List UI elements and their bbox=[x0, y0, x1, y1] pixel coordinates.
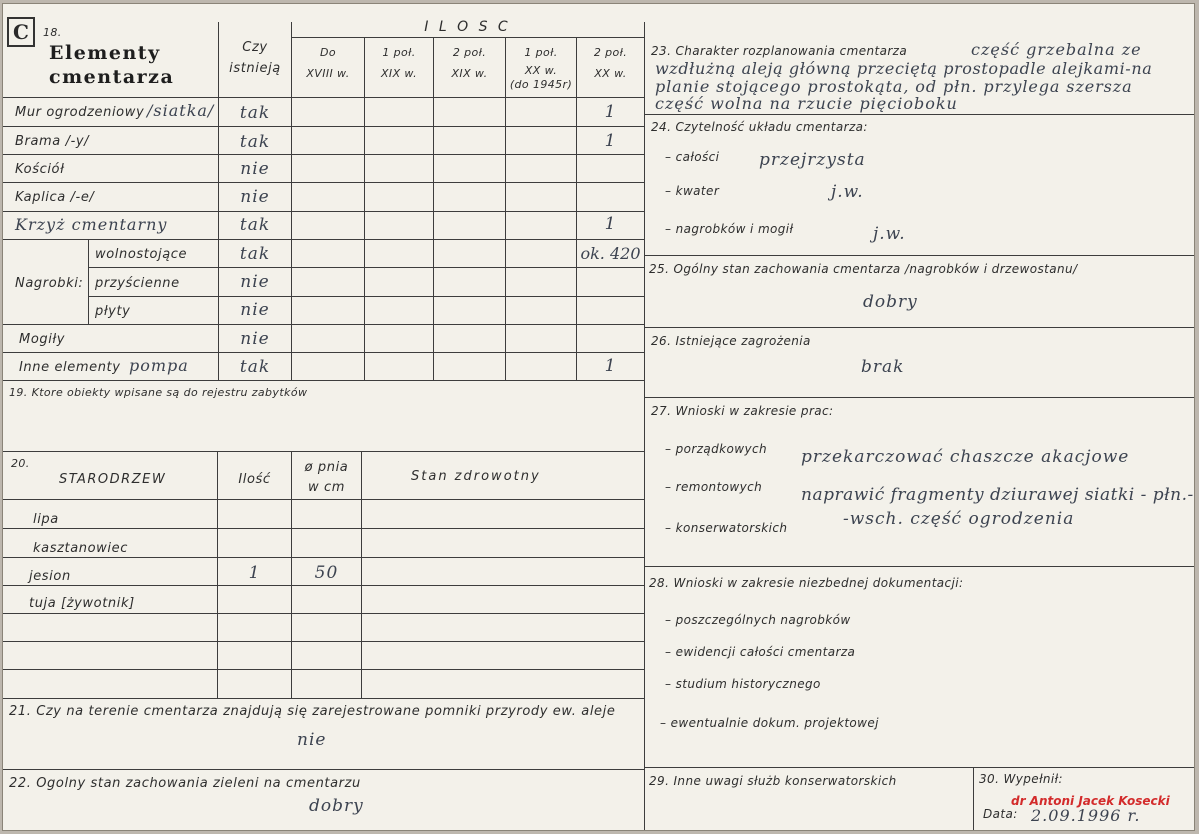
quantity-value: 1 bbox=[604, 131, 617, 151]
tree-diameter: 50 bbox=[314, 563, 339, 583]
exists-value: nie bbox=[240, 272, 270, 292]
section-title: Elementy bbox=[49, 42, 161, 64]
starodrzew-title: STARODRZEW bbox=[59, 472, 167, 487]
readability-value: j.w. bbox=[831, 182, 864, 202]
divider bbox=[644, 255, 1195, 256]
divider bbox=[3, 97, 644, 98]
section-22-label: 22. Ogolny stan zachowania zieleni na cmentarzu bbox=[9, 776, 361, 791]
section-25-answer: dobry bbox=[863, 292, 918, 312]
exists-value: tak bbox=[239, 357, 271, 377]
quantity-value: 1 bbox=[604, 214, 617, 234]
period-header: 2 poł. bbox=[593, 46, 628, 59]
divider bbox=[88, 239, 89, 324]
documentation-item: – studium historycznego bbox=[665, 677, 821, 691]
exists-value: nie bbox=[240, 329, 270, 349]
period-header: XIX w. bbox=[380, 67, 417, 80]
divider bbox=[3, 126, 644, 127]
tree-name: tuja [żywotnik] bbox=[29, 596, 135, 611]
section-28-label: 28. Wnioski w zakresie niezbednej dokumentacji: bbox=[649, 576, 964, 590]
divider bbox=[3, 451, 644, 452]
section-number: 18. bbox=[43, 26, 62, 39]
row-label-extra: /siatka/ bbox=[147, 101, 215, 120]
section-23-text: część grzebalna ze bbox=[971, 40, 1142, 59]
readability-value: przejrzysta bbox=[759, 150, 866, 170]
exists-value: tak bbox=[239, 244, 271, 264]
divider bbox=[3, 585, 644, 586]
date-label: Data: bbox=[983, 807, 1018, 821]
divider bbox=[3, 557, 644, 558]
quantity-value: 1 bbox=[604, 102, 617, 122]
readability-item: – nagrobków i mogił bbox=[665, 222, 794, 236]
period-header: 2 poł. bbox=[452, 46, 487, 59]
section-23-label: 23. Charakter rozplanowania cmentarza bbox=[651, 44, 908, 58]
divider bbox=[576, 37, 577, 380]
author-stamp: dr Antoni Jacek Kosecki bbox=[1011, 794, 1170, 808]
work-item: – porządkowych bbox=[665, 442, 767, 456]
divider bbox=[644, 327, 1195, 328]
column-header: istnieją bbox=[229, 61, 281, 76]
period-header: Do bbox=[319, 46, 336, 59]
divider bbox=[3, 769, 644, 770]
date-value: 2.09.1996 r. bbox=[1031, 806, 1141, 825]
work-value: przekarczować chaszcze akacjowe bbox=[801, 447, 1130, 467]
exists-value: tak bbox=[239, 132, 271, 152]
divider bbox=[3, 669, 644, 670]
exists-value: nie bbox=[240, 159, 270, 179]
section-26-label: 26. Istniejące zagrożenia bbox=[651, 334, 811, 348]
section-19-label: 19. Ktore obiekty wpisane są do rejestru zabytków bbox=[9, 386, 308, 399]
divider bbox=[3, 641, 644, 642]
divider bbox=[88, 296, 644, 297]
row-label: przyścienne bbox=[95, 276, 180, 291]
tree-name: jesion bbox=[29, 569, 71, 584]
row-label: Brama /-y/ bbox=[15, 134, 90, 149]
divider bbox=[973, 767, 974, 831]
row-label: Mur ogrodzeniowy bbox=[15, 105, 145, 120]
divider bbox=[433, 37, 434, 380]
row-label: płyty bbox=[95, 304, 131, 319]
row-label: Mogiły bbox=[19, 332, 66, 347]
divider bbox=[3, 239, 644, 240]
documentation-item: – ewidencji całości cmentarza bbox=[665, 645, 856, 659]
divider bbox=[3, 380, 644, 381]
work-item: – remontowych bbox=[665, 480, 763, 494]
section-21-answer: nie bbox=[297, 730, 327, 750]
row-label: Krzyż cmentarny bbox=[15, 215, 168, 234]
inventory-card bbox=[2, 3, 1195, 831]
tree-name: kasztanowiec bbox=[33, 541, 128, 556]
section-21-label: 21. Czy na terenie cmentarza znajdują się zarejestrowane pomniki przyrody ew. aleje bbox=[9, 704, 616, 719]
column-header: Stan zdrowotny bbox=[411, 469, 541, 484]
exists-value: nie bbox=[240, 187, 270, 207]
readability-item: – kwater bbox=[665, 184, 720, 198]
divider bbox=[3, 698, 644, 699]
divider bbox=[3, 352, 644, 353]
period-header: 1 poł. bbox=[524, 46, 558, 59]
divider bbox=[88, 267, 644, 268]
row-label-extra: pompa bbox=[129, 356, 189, 375]
divider bbox=[644, 397, 1195, 398]
readability-value: j.w. bbox=[873, 224, 906, 244]
column-header: ø pnia bbox=[304, 460, 349, 475]
work-item: – konserwatorskich bbox=[665, 521, 788, 535]
row-label: Kaplica /-e/ bbox=[15, 190, 95, 205]
column-header: Czy bbox=[242, 40, 268, 55]
divider bbox=[3, 324, 644, 325]
work-value: -wsch. część ogrodzenia bbox=[843, 509, 1075, 529]
card-letter-box: C bbox=[7, 17, 35, 47]
divider bbox=[3, 211, 644, 212]
period-header: 1 poł. bbox=[382, 46, 416, 59]
period-header: XX w. bbox=[594, 67, 627, 80]
exists-value: nie bbox=[240, 300, 270, 320]
row-label: Kościół bbox=[15, 162, 65, 177]
divider bbox=[3, 154, 644, 155]
section-30-label: 30. Wypełnił: bbox=[979, 772, 1063, 786]
column-header: w cm bbox=[308, 480, 345, 495]
section-23-text: planie stojącego prostokąta, od płn. przylega szersza bbox=[655, 77, 1133, 96]
row-label: Inne elementy bbox=[19, 360, 121, 375]
exists-value: tak bbox=[239, 103, 271, 123]
tree-qty: 1 bbox=[248, 563, 261, 583]
period-header: (do 1945r) bbox=[509, 78, 573, 91]
documentation-item: – ewentualnie dokum. projektowej bbox=[660, 716, 879, 730]
divider bbox=[3, 528, 644, 529]
divider bbox=[644, 114, 1195, 115]
readability-item: – całości bbox=[665, 150, 720, 164]
divider bbox=[644, 767, 1195, 768]
divider bbox=[3, 182, 644, 183]
section-number: 20. bbox=[11, 457, 30, 470]
quantity-value: ok. 420 bbox=[580, 244, 641, 263]
column-header: Ilość bbox=[238, 472, 271, 487]
divider bbox=[361, 451, 362, 698]
section-23-text: wzdłużną aleją główną przeciętą prostopadle alejkami-na bbox=[655, 59, 1153, 78]
quantity-value: 1 bbox=[604, 356, 617, 376]
quantity-header: I L O S C bbox=[424, 19, 511, 35]
divider bbox=[644, 22, 645, 831]
period-header: XVIII w. bbox=[306, 67, 350, 80]
work-value: naprawić fragmenty dziurawej siatki - płn.- bbox=[801, 485, 1194, 505]
nagrobki-label: Nagrobki: bbox=[15, 276, 84, 291]
divider bbox=[3, 499, 644, 500]
section-27-label: 27. Wnioski w zakresie prac: bbox=[651, 404, 834, 418]
period-header: XX w. bbox=[524, 64, 558, 77]
exists-value: tak bbox=[239, 215, 271, 235]
divider bbox=[3, 613, 644, 614]
section-23-text: część wolna na rzucie pięcioboku bbox=[655, 94, 958, 113]
section-24-label: 24. Czytelność układu cmentarza: bbox=[651, 120, 868, 134]
section-title: cmentarza bbox=[49, 66, 175, 88]
section-22-answer: dobry bbox=[309, 796, 364, 816]
row-label: wolnostojące bbox=[95, 247, 188, 262]
section-26-answer: brak bbox=[861, 357, 905, 377]
documentation-item: – poszczególnych nagrobków bbox=[665, 613, 851, 627]
period-header: XIX w. bbox=[451, 67, 488, 80]
divider bbox=[291, 37, 644, 38]
section-29-label: 29. Inne uwagi służb konserwatorskich bbox=[649, 774, 897, 788]
divider bbox=[364, 37, 365, 380]
section-25-label: 25. Ogólny stan zachowania cmentarza /nagrobków i drzewostanu/ bbox=[649, 262, 1078, 276]
divider bbox=[644, 566, 1195, 567]
tree-name: lipa bbox=[33, 512, 59, 527]
